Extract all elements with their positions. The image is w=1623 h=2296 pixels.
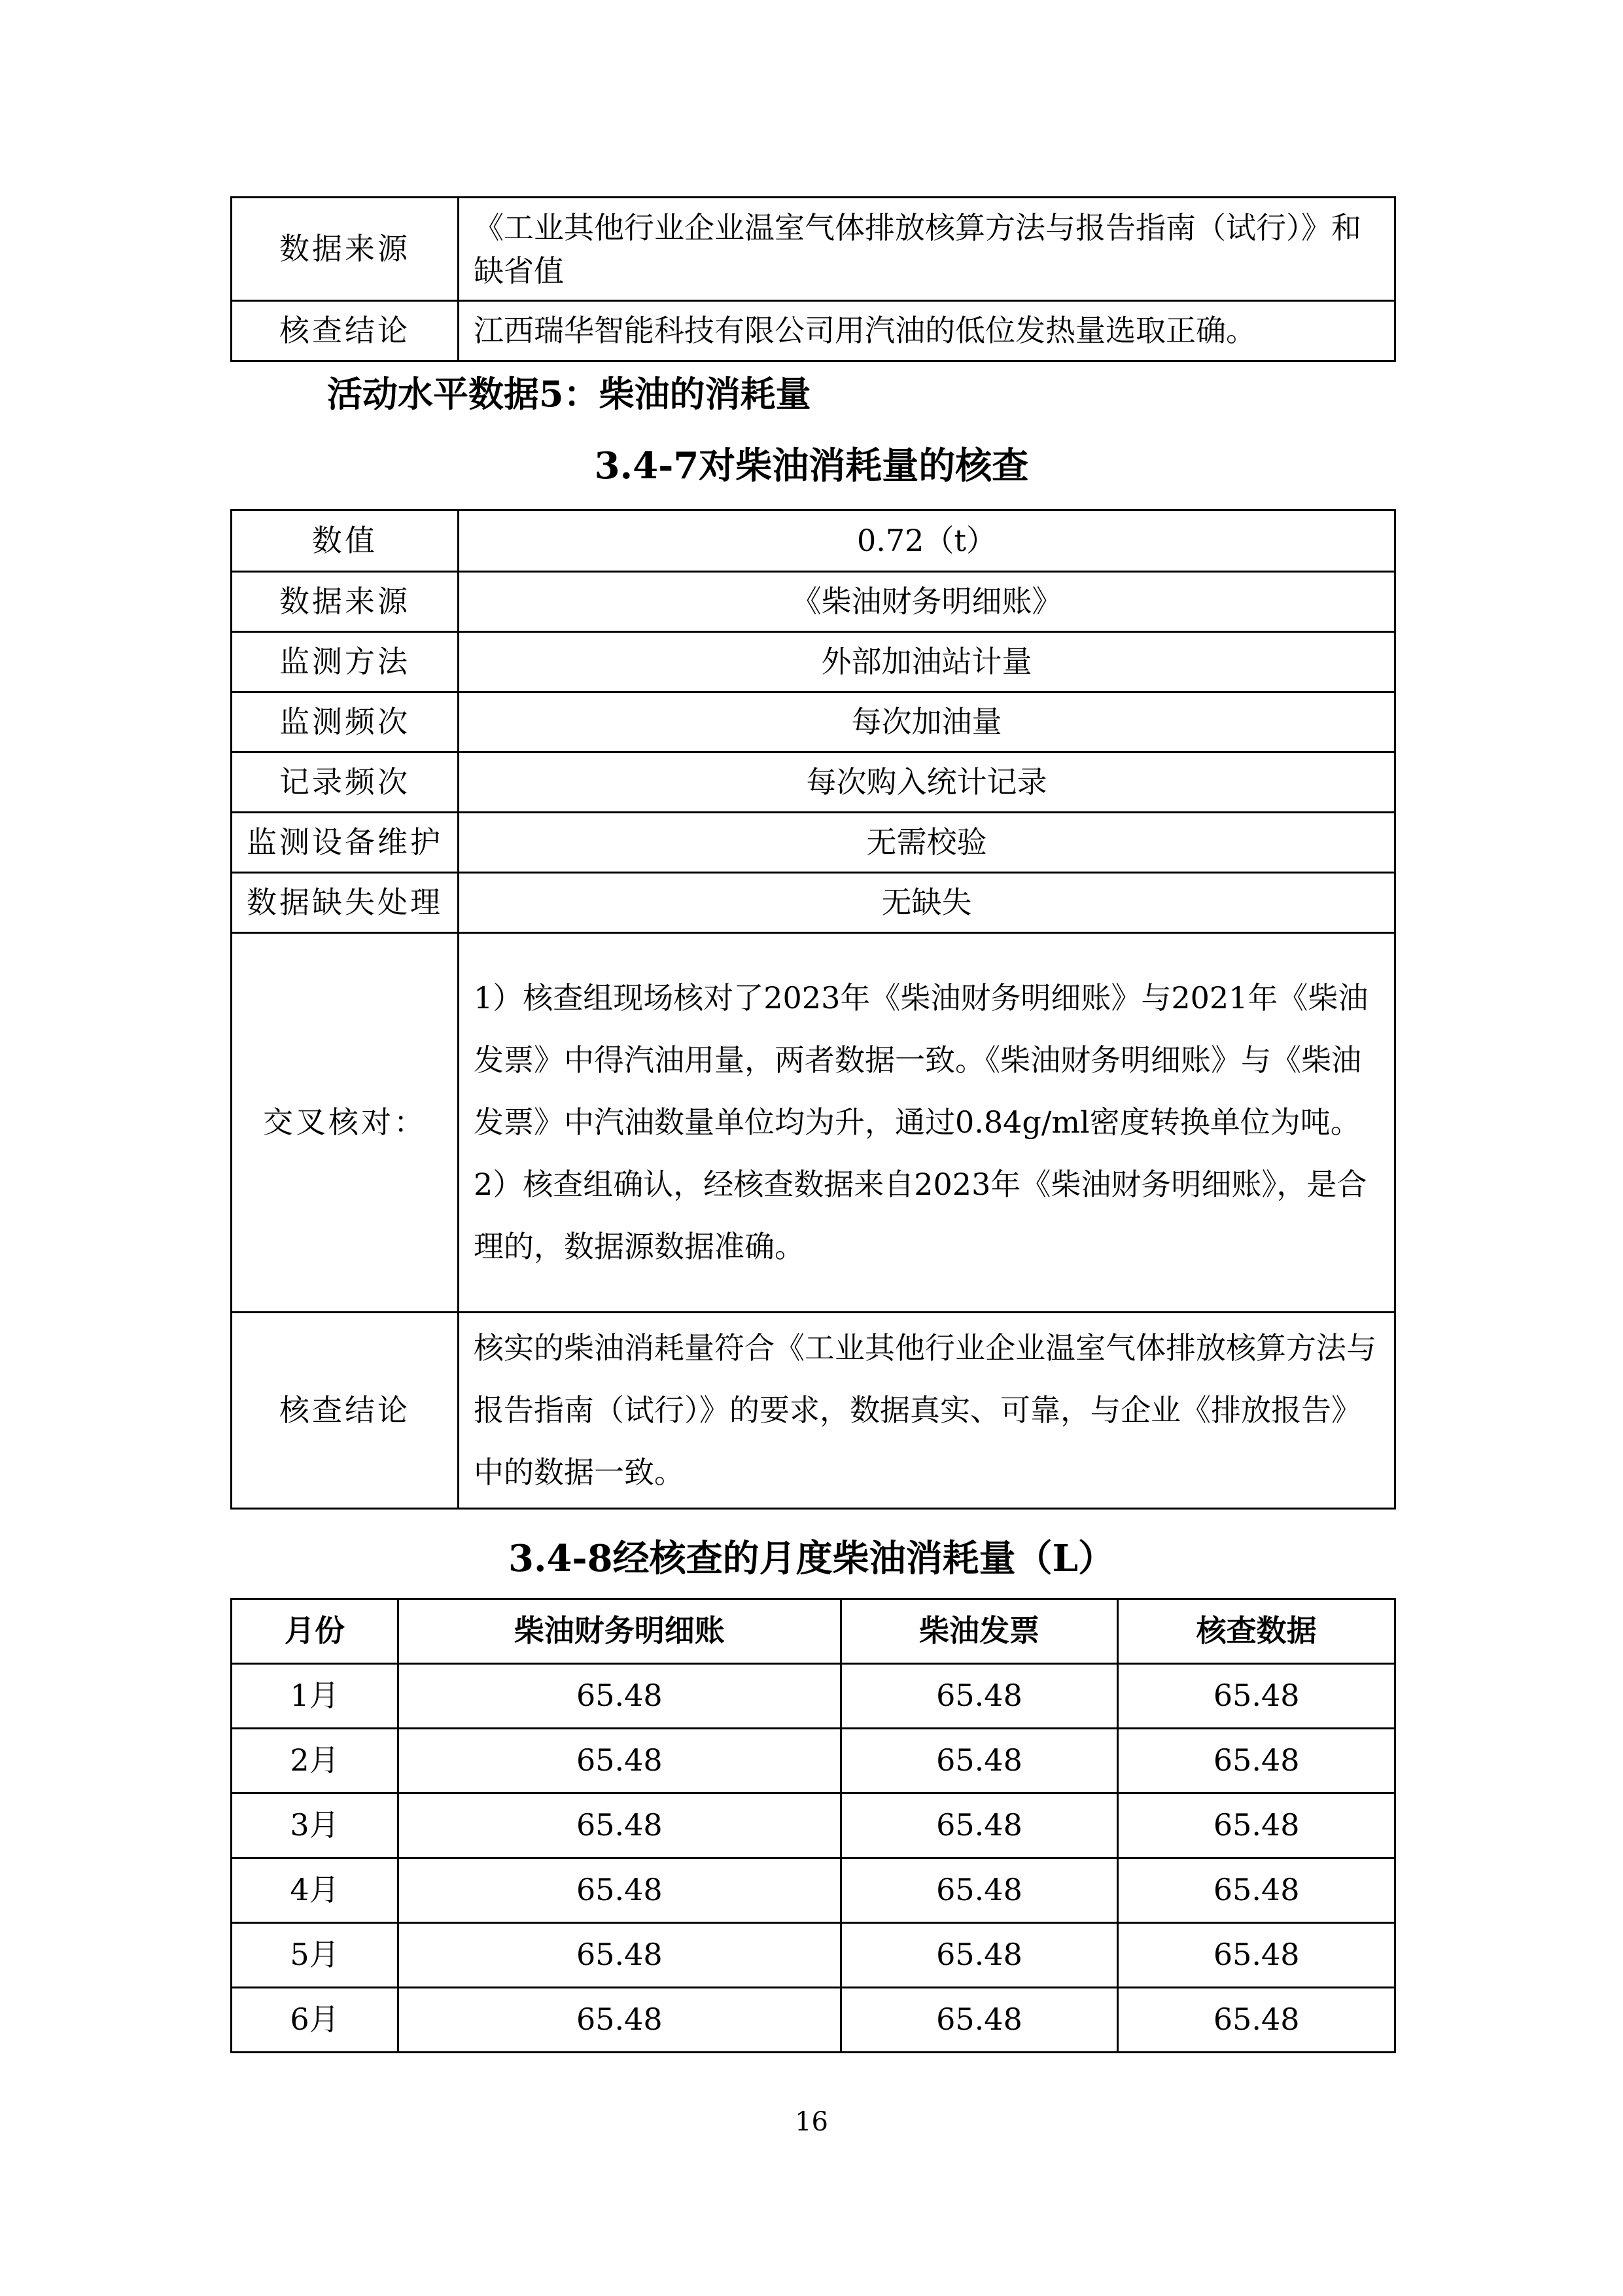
row-value: 无需校验 [459, 813, 1395, 873]
row-label: 记录频次 [232, 752, 459, 813]
conclusion-label: 核查结论 [232, 1313, 459, 1509]
row-value: 外部加油站计量 [459, 632, 1395, 692]
table-row [232, 510, 1395, 572]
table-cell: 65.48 [841, 1858, 1118, 1923]
column-header: 核查数据 [1118, 1599, 1395, 1664]
table-cell: 65.48 [398, 1923, 841, 1988]
table-row [232, 752, 1395, 813]
cross-check-paragraph-1: 1）核查组现场核对了2023年《柴油财务明细账》与2021年《柴油发票》中得汽油用量，两者数据一致。《柴油财务明细账》与《柴油发票》中汽油数量单位均为升，通过0.84g/ml密度转换单位为吨。 [474, 980, 1369, 1140]
table-cell: 65.48 [398, 1858, 841, 1923]
page-number: 16 [795, 2107, 828, 2137]
table-row [232, 813, 1395, 873]
row-value: 江西瑞华智能科技有限公司用汽油的低位发热量选取正确。 [459, 301, 1395, 361]
table-row [232, 1923, 1395, 1988]
row-value: 0.72（t） [459, 510, 1395, 572]
row-label: 核查结论 [232, 301, 459, 361]
table-cell: 6月 [232, 1988, 398, 2053]
table-cell: 4月 [232, 1858, 398, 1923]
row-value: 无缺失 [459, 873, 1395, 933]
table-row [232, 198, 1395, 301]
row-label: 数值 [232, 510, 459, 572]
table2-title: 3.4-8经核查的月度柴油消耗量（L） [508, 1537, 1115, 1580]
table1-title: 3.4-7对柴油消耗量的核查 [594, 444, 1029, 487]
cross-check-value [459, 933, 1395, 1313]
table-row [232, 1793, 1395, 1858]
table-cell: 65.48 [1118, 1729, 1395, 1793]
table-cell: 65.48 [1118, 1858, 1395, 1923]
row-value: 每次购入统计记录 [459, 752, 1395, 813]
table-cell: 3月 [232, 1793, 398, 1858]
row-label: 监测方法 [232, 632, 459, 692]
section-heading: 活动水平数据5：柴油的消耗量 [327, 373, 811, 415]
table-row [232, 1313, 1395, 1509]
table-cell: 65.48 [1118, 1923, 1395, 1988]
table-cell: 2月 [232, 1729, 398, 1793]
row-value: 《柴油财务明细账》 [459, 572, 1395, 632]
table-row [232, 1988, 1395, 2053]
row-label: 监测设备维护 [232, 813, 459, 873]
row-label: 数据来源 [232, 198, 459, 301]
monthly-diesel-table [230, 1598, 1396, 2053]
row-label: 数据缺失处理 [232, 873, 459, 933]
cross-check-label: 交叉核对： [232, 933, 459, 1313]
table-cell: 65.48 [841, 1729, 1118, 1793]
table-cell: 65.48 [841, 1793, 1118, 1858]
table-row [232, 933, 1395, 1313]
table-cell: 65.48 [1118, 1988, 1395, 2053]
table-row [232, 1729, 1395, 1793]
table-row [232, 572, 1395, 632]
table-cell: 65.48 [398, 1793, 841, 1858]
table-cell: 1月 [232, 1664, 398, 1729]
row-label: 监测频次 [232, 692, 459, 752]
column-header: 柴油财务明细账 [398, 1599, 841, 1664]
table-cell: 65.48 [398, 1664, 841, 1729]
table-row [232, 1858, 1395, 1923]
column-header: 柴油发票 [841, 1599, 1118, 1664]
conclusion-value: 核实的柴油消耗量符合《工业其他行业企业温室气体排放核算方法与报告指南（试行）》的要求，数据真实、可靠，与企业《排放报告》中的数据一致。 [459, 1313, 1395, 1509]
table-cell: 65.48 [841, 1988, 1118, 2053]
table-row [232, 1664, 1395, 1729]
prev-table [230, 196, 1396, 362]
table-cell: 5月 [232, 1923, 398, 1988]
table-header-row [232, 1599, 1395, 1664]
table-cell: 65.48 [398, 1988, 841, 2053]
diesel-check-table [230, 509, 1396, 1510]
row-label: 数据来源 [232, 572, 459, 632]
table-cell: 65.48 [1118, 1793, 1395, 1858]
table-cell: 65.48 [398, 1729, 841, 1793]
table-row [232, 301, 1395, 361]
cross-check-paragraph-2: 2）核查组确认，经核查数据来自2023年《柴油财务明细账》，是合理的，数据源数据准确。 [474, 1167, 1367, 1264]
table-row [232, 873, 1395, 933]
table-cell: 65.48 [1118, 1664, 1395, 1729]
table-cell: 65.48 [841, 1923, 1118, 1988]
row-value: 每次加油量 [459, 692, 1395, 752]
row-value: 《工业其他行业企业温室气体排放核算方法与报告指南（试行）》和缺省值 [459, 198, 1395, 301]
table-row [232, 692, 1395, 752]
table-row [232, 632, 1395, 692]
column-header: 月份 [232, 1599, 398, 1664]
table-cell: 65.48 [841, 1664, 1118, 1729]
